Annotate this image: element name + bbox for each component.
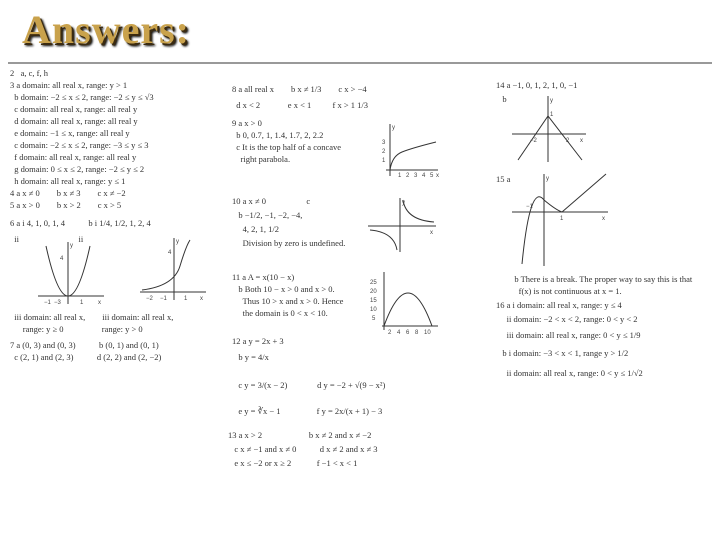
- svg-text:4: 4: [60, 256, 64, 262]
- answer-11b-cont: Thus 10 > x and x > 0. Hence: [232, 296, 344, 306]
- svg-text:y: y: [402, 200, 405, 206]
- svg-text:x: x: [98, 300, 101, 306]
- answer-13ef: e x ≤ −2 or x ≥ 2 f −1 < x < 1: [228, 458, 358, 468]
- svg-text:y: y: [176, 239, 179, 245]
- svg-text:x: x: [602, 216, 605, 222]
- answer-5: 5 a x > 0 b x > 2 c x > 5: [10, 200, 122, 210]
- graph-6b-exponential: [140, 236, 210, 302]
- svg-text:8: 8: [415, 330, 419, 336]
- svg-text:x: x: [430, 230, 433, 236]
- answer-13ab: 13 a x > 2 b x ≠ 2 and x ≠ −2: [228, 430, 372, 440]
- answer-3c: c domain: all real x, range: all real y: [10, 104, 138, 114]
- svg-text:6: 6: [406, 330, 410, 336]
- answer-3e2: c domain: −2 ≤ x ≤ 2, range: −3 ≤ y ≤ 3: [10, 140, 149, 150]
- svg-text:3: 3: [414, 173, 418, 179]
- answer-12a: 12 a y = 2x + 3: [232, 336, 284, 346]
- answer-13cd: c x ≠ −1 and x ≠ 0 d x ≠ 2 and x ≠ 3: [228, 444, 378, 454]
- svg-text:1: 1: [80, 300, 84, 306]
- answer-11b: b Both 10 − x > 0 and x > 0.: [232, 284, 335, 294]
- answer-16aii: ii domain: −2 < x < 2, range: 0 < y < 2: [496, 314, 638, 324]
- answer-16aiii: iii domain: all real x, range: 0 < y ≤ 1/9: [496, 330, 641, 340]
- answer-15b-cont: f(x) is not continuous at x = 1.: [508, 286, 622, 296]
- svg-text:2: 2: [382, 149, 386, 155]
- answer-9a: 9 a x > 0: [232, 118, 262, 128]
- answer-6ai: 6 a i 4, 1, 0, 1, 4 b i 1/4, 1/2, 1, 2, 4: [10, 218, 151, 228]
- svg-text:y: y: [70, 243, 73, 249]
- answer-3a: 3 a domain: all real x, range: y > 1: [10, 80, 128, 90]
- svg-text:10: 10: [370, 307, 377, 313]
- answer-3h: h domain: all real x, range: y ≤ 1: [10, 176, 126, 186]
- answer-3f: f domain: all real x, range: all real y: [10, 152, 137, 162]
- answer-11a: 11 a A = x(10 − x): [232, 272, 295, 282]
- answer-14a: 14 a −1, 0, 1, 2, 1, 0, −1: [496, 80, 578, 90]
- answer-6aii: ii ii: [10, 234, 84, 244]
- svg-text:−1: −1: [526, 204, 533, 210]
- graph-14b-abs: [512, 94, 588, 164]
- answer-10b-cont: 4, 2, 1, 1/2: [232, 224, 279, 234]
- svg-text:1: 1: [184, 296, 188, 302]
- svg-text:15: 15: [370, 298, 377, 304]
- svg-text:20: 20: [370, 289, 377, 295]
- svg-text:2: 2: [388, 330, 392, 336]
- answer-10a: 10 a x ≠ 0 c: [232, 196, 311, 206]
- answer-9c-cont: right parabola.: [232, 154, 291, 164]
- svg-text:3: 3: [382, 140, 386, 146]
- answer-16bii: ii domain: all real x, range: 0 < y ≤ 1/√2: [496, 368, 643, 378]
- svg-text:y: y: [550, 98, 553, 104]
- title-divider: [8, 62, 712, 64]
- answer-11b-domain: the domain is 0 < x < 10.: [232, 308, 328, 318]
- svg-text:x: x: [436, 173, 439, 179]
- answer-8def: d x < 2 e x < 1 f x > 1 1/3: [232, 100, 368, 110]
- svg-text:4: 4: [422, 173, 426, 179]
- graph-6a-parabola: [38, 240, 108, 306]
- svg-text:y: y: [546, 176, 549, 182]
- svg-text:−2: −2: [530, 138, 537, 144]
- svg-text:1: 1: [550, 112, 554, 118]
- svg-text:x: x: [580, 138, 583, 144]
- answer-3d: d domain: all real x, range: all real y: [10, 116, 138, 126]
- svg-text:4: 4: [168, 250, 172, 256]
- answer-10b-note: Division by zero is undefined.: [232, 238, 346, 248]
- svg-text:5: 5: [372, 316, 376, 322]
- answer-6aiii-range: range: y ≥ 0 range: y > 0: [10, 324, 143, 334]
- svg-text:x: x: [200, 296, 203, 302]
- answer-3g: g domain: 0 ≤ x ≤ 2, range: −2 ≤ y ≤ 2: [10, 164, 145, 174]
- svg-text:25: 25: [370, 280, 377, 286]
- graph-10c-hyperbola: [368, 196, 438, 252]
- answer-14b: b: [496, 94, 507, 104]
- answer-2: 2 a, c, f, h: [10, 68, 49, 78]
- answer-8abc: 8 a all real x b x ≠ 1/3 c x > −4: [232, 84, 367, 94]
- svg-text:y: y: [392, 125, 395, 131]
- answer-12cd: c y = 3/(x − 2) d y = −2 + √(9 − x²): [232, 380, 386, 390]
- svg-text:−3: −3: [54, 300, 61, 306]
- answer-15b: b There is a break. The proper way to say this is that: [508, 274, 693, 284]
- page-title: Answers:: [22, 7, 190, 52]
- answer-12b: b y = 4/x: [232, 352, 269, 362]
- answer-10b: b −1/2, −1, −2, −4,: [232, 210, 303, 220]
- answer-16bi: b i domain: −3 < x < 1, range y > 1/2: [496, 348, 629, 358]
- svg-text:5: 5: [430, 173, 434, 179]
- answer-9b: b 0, 0.7, 1, 1.4, 1.7, 2, 2.2: [232, 130, 324, 140]
- answer-4: 4 a x ≠ 0 b x ≠ 3 c x ≠ −2: [10, 188, 126, 198]
- answer-16ai: 16 a i domain: all real x, range: y ≤ 4: [496, 300, 622, 310]
- svg-text:2: 2: [406, 173, 410, 179]
- answer-3b: b domain: −2 ≤ x ≤ 2, range: −2 ≤ y ≤ √3: [10, 92, 154, 102]
- svg-text:−1: −1: [44, 300, 51, 306]
- answer-9c: c It is the top half of a concave: [232, 142, 342, 152]
- svg-text:1: 1: [398, 173, 402, 179]
- svg-text:4: 4: [397, 330, 401, 336]
- answer-7ab: 7 a (0, 3) and (0, 3) b (0, 1) and (0, 1): [10, 340, 159, 350]
- answer-12ef: e y = ∛x − 1 f y = 2x/(x + 1) − 3: [232, 406, 383, 416]
- graph-11c-area: [368, 270, 440, 336]
- svg-text:10: 10: [424, 330, 431, 336]
- answer-3e: e domain: −1 ≤ x, range: all real y: [10, 128, 130, 138]
- svg-text:−2: −2: [146, 296, 153, 302]
- svg-text:−1: −1: [160, 296, 167, 302]
- svg-text:2: 2: [566, 138, 570, 144]
- svg-text:1: 1: [560, 216, 564, 222]
- graph-15a-piecewise: [512, 172, 612, 268]
- answer-15a: 15 a: [496, 174, 511, 184]
- answer-7cd: c (2, 1) and (2, 3) d (2, 2) and (2, −2): [10, 352, 162, 362]
- graph-9-sqrt: [376, 122, 442, 178]
- svg-text:1: 1: [382, 158, 386, 164]
- answer-6aiii: iii domain: all real x, iii domain: all real x,: [10, 312, 174, 322]
